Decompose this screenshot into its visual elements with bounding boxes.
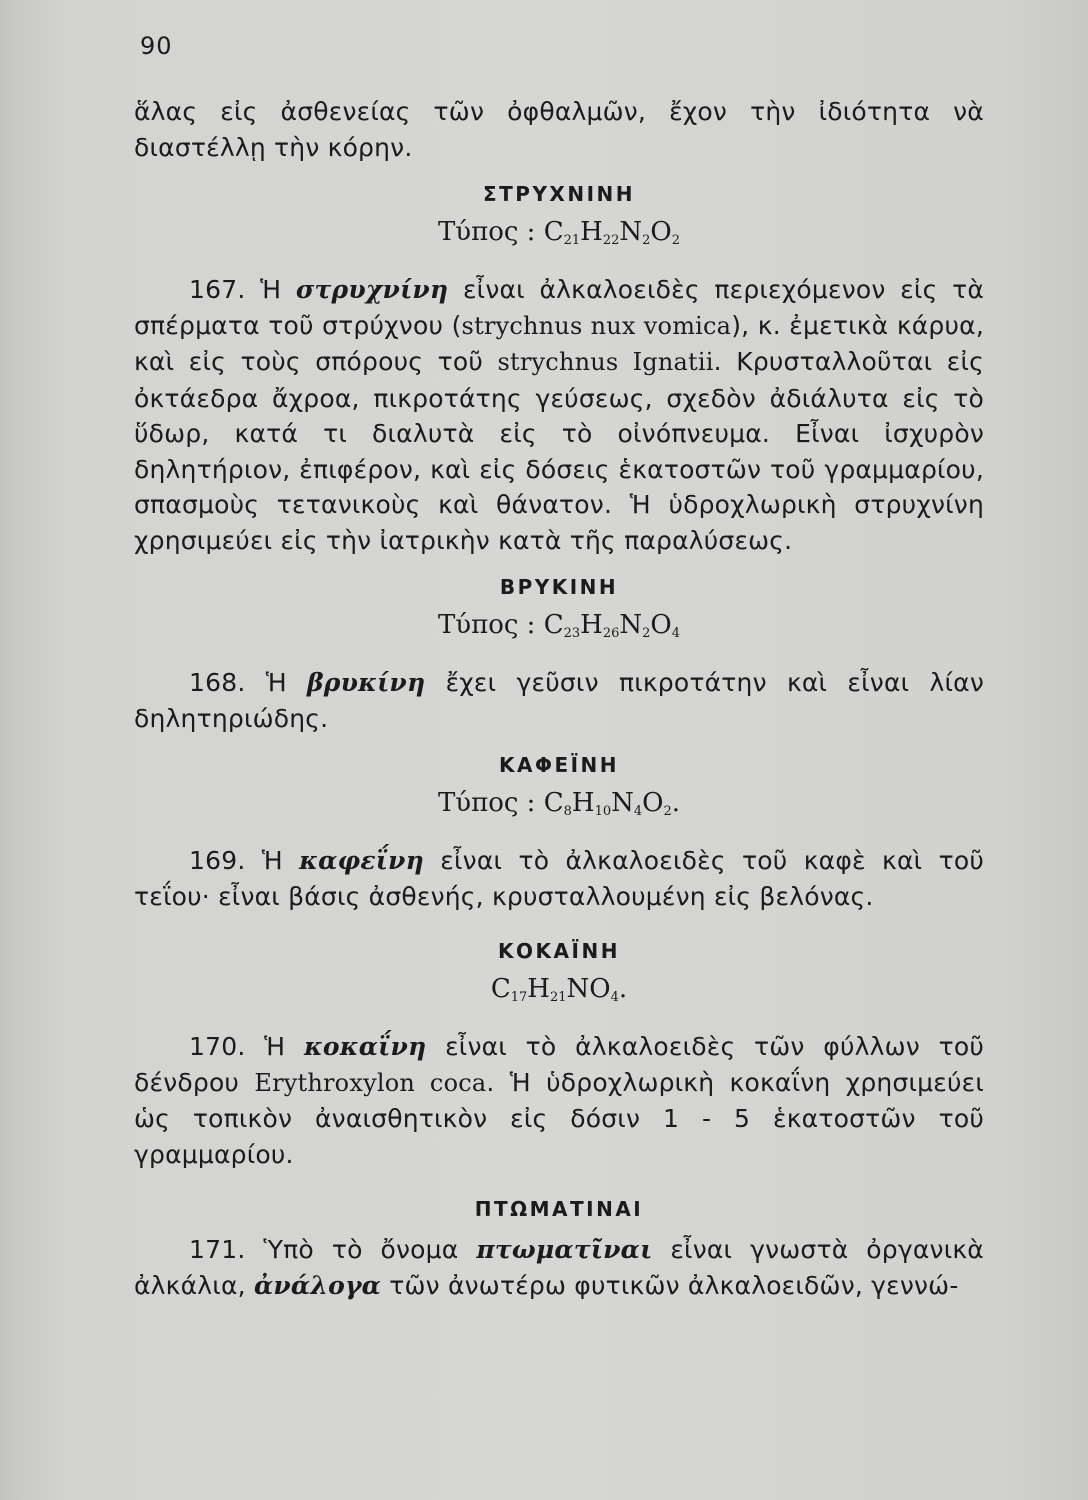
heading-brucine: ΒΡΥΚΙΝΗ [499,575,619,599]
paragraph-number: 170. [189,1032,246,1061]
term-cocaine: κοκαΐνη [303,1032,427,1061]
heading-ptomaines: ΠΤΩΜΑΤΙΝΑΙ [474,1197,644,1221]
term-analoga: ἀνάλογα [253,1270,382,1300]
heading-caffeine: ΚΑΦΕΪΝΗ [498,753,620,777]
paragraph-169: 169. Ἡ καφεΐνη εἶναι τὸ ἀλκαλοειδὲς τοῦ καφὲ καὶ τοῦ τεΐου· εἶναι βάσις ἀσθενής, κρυσταλλουμένη εἰς βελόνας. [134,846,984,911]
term-strychnine: στρυχνίνη [295,275,449,304]
heading-strychnine: ΣΤΡΥΧΝΙΝΗ [482,182,636,206]
paragraph-170: 170. Ἡ κοκαΐνη εἶναι τὸ ἀλκαλοειδὲς τῶν φύλλων τοῦ δένδρου Erythroxylon coca. Ἡ ὑδροχλωρικὴ κοκαΐνη χρησιμεύει ὡς τοπικὸν ἀναισθητικὸν εἰς δόσιν 1 - 5 ἑκατοστῶν τοῦ γραμμαρίου. [134,1032,985,1169]
paragraph-number: 167. [189,275,246,304]
formula-label: Τύπος : [437,788,536,818]
page-body [134,94,984,1303]
formula-label: Τύπος : [437,217,536,247]
formula-brucine: Τύπος : $C_{23}H_{26}N_2O_4$ [437,610,681,641]
paragraph-number: 169. [189,846,246,875]
paragraph-168: 168. Ἡ βρυκίνη ἔχει γεῦσιν πικροτάτην καὶ εἶναι λίαν δηλητηριώδης. [134,668,985,733]
formula-cocaine: $C_{17}H_{21}NO_4$. [490,974,628,1005]
paragraph-number: 171. [189,1235,246,1264]
page-number: 90 [140,32,173,60]
heading-cocaine: ΚΟΚΑΪΝΗ [498,939,620,963]
term-caffeine: καφεΐνη [299,846,424,875]
term-ptomaines: πτωματῖναι [476,1235,653,1264]
paragraph-number: 168. [189,668,246,697]
formula-caffeine: Τύπος : $C_8H_{10}N_4O_2$. [437,788,681,819]
paragraph-167: 167. Ἡ στρυχνίνη εἶναι ἀλκαλοειδὲς περιεχόμενον εἰς τὰ σπέρματα τοῦ στρύχνου (strychnus nux vomica), κ. ἐμετικὰ κάρυα, καὶ εἰς τοὺς σπόρους τοῦ strychnus Ignatii. Κρυσταλλοῦται εἰς ὀκτάεδρα ἄχροα, πικροτάτης γεύσεως, σχεδὸν ἀδιάλυτα εἰς τὸ ὕδωρ, κατά τι διαλυτὰ εἰς τὸ οἰνόπνευμα. Εἶναι ἰσχυρὸν δηλητήριον, ἐπιφέρον, καὶ εἰς δόσεις ἑκατοστῶν τοῦ γραμμαρίου, σπασμοὺς τετανικοὺς καὶ θάνατον. Ἡ ὑδροχλωρικὴ στρυχνίνη χρησιμεύει εἰς τὴν ἰατρικὴν κατὰ τῆς παραλύσεως. [134,275,985,555]
continuation-paragraph: ἅλας εἰς ἀσθενείας τῶν ὀφθαλμῶν, ἔχον τὴν ἰδιότητα νὰ διαστέλλῃ τὴν κόρην. [134,97,984,162]
paragraph-171: 171. Ὑπὸ τὸ ὄνομα πτωματῖναι εἶναι γνωστὰ ὀργανικὰ ἀλκάλια, ἀνάλογα τῶν ἀνωτέρω φυτικῶν ἀλκαλοειδῶν, γεννώ- [134,1235,984,1300]
term-brucine: βρυκίνη [307,668,426,697]
formula-strychnine: Τύπος : $C_{21}H_{22}N_2O_2$ [437,217,681,248]
formula-label: Τύπος : [437,610,536,640]
